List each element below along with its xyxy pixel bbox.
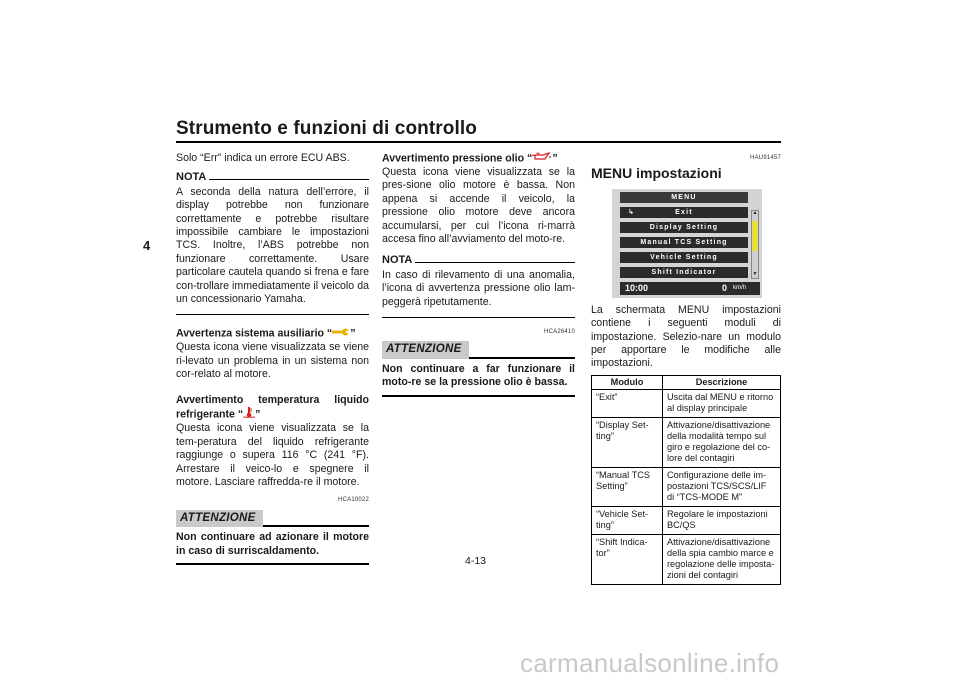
- scroll-up-icon: ▲: [752, 209, 758, 216]
- menu-item-exit: ↳ Exit: [620, 207, 748, 218]
- nota-header: [382, 254, 575, 267]
- thermometer-icon: [243, 407, 255, 422]
- page-number: 4-13: [465, 555, 487, 567]
- speed-value: 0: [722, 282, 728, 293]
- oil-warning-heading: Avvertimento pressione olio “ ”: [382, 152, 558, 165]
- status-bar: [620, 282, 760, 295]
- scroll-thumb: [753, 221, 757, 251]
- attention-end-rule: [382, 395, 575, 397]
- attention-text: Non continuare a far funzionare il moto-re se la pressione olio è bassa.: [382, 362, 575, 389]
- title-rule: [176, 141, 781, 143]
- menu-item-shift-indicator: Shift Indicator: [620, 267, 748, 278]
- nota-text: A seconda della natura dell’errore, il display potrebbe non funzionare correttamente e potrebbe risultare impossibile cambiare le impostazioni TCS. Inoltre, l’ABS potrebbe non funzionare correttamente. Usare particolare cautela quando si frena e fare con-trollare immediatamente il veicolo da un concessionario Yamaha.: [176, 185, 369, 306]
- coolant-warning-text: Questa icona viene visualizzata se la tem-peratura del liquido refrigerante raggiunge o supera 116 °C (241 °F). Arrestare il veico-lo e spegnere il motore. Lasciare raffredda-re il motore.: [176, 422, 369, 489]
- table-row: “Display Set-ting” Attivazione/disattivazione della modalità tempo sul giro e regolazione del co-lore del contagiri: [592, 417, 781, 467]
- attention-text: Non continuare ad azionare il motore in caso di surriscaldamento.: [176, 531, 369, 557]
- table-row: “Manual TCS Setting” Configurazione delle im-postazioni TCS/SCS/LIF di “TCS-MODE M”: [592, 467, 781, 506]
- return-arrow-icon: ↳: [628, 208, 636, 216]
- menu-item-display-setting: Display Setting: [620, 222, 748, 233]
- watermark: carmanualsonline.info: [520, 648, 780, 678]
- coolant-warning-heading: Avvertimento temperatura liquido refrigerante “ ”: [176, 393, 369, 421]
- nota-text: In caso di rilevamento di una anomalia, l’icona di avvertenza pressione olio lam-peggerà ripetutamente.: [382, 268, 575, 308]
- column-middle: [382, 152, 575, 397]
- attention-label: ATTENZIONE: [176, 510, 263, 527]
- page-title: Strumento e funzioni di controllo: [176, 118, 477, 139]
- attention-header: [176, 510, 369, 527]
- nota-label: NOTA: [176, 171, 207, 184]
- table-row: “Shift Indica-tor” Attivazione/disattivazione della spia cambio marce e regolazione delle imposta-zioni del contagiri: [592, 534, 781, 584]
- scroll-down-icon: ▼: [752, 270, 758, 277]
- nota-end-rule: [382, 317, 575, 318]
- nota-header: [176, 171, 369, 184]
- table-row: “Exit” Uscita dal MENU e ritorno al display principale: [592, 389, 781, 417]
- aux-warning-heading: Avvertenza sistema ausiliario “ ”: [176, 327, 356, 340]
- menu-item-vehicle-setting: Vehicle Setting: [620, 252, 748, 263]
- aux-warning-text: Questa icona viene visualizzata se viene ri-levato un problema in un sistema non cor-relato al motore.: [176, 341, 369, 381]
- abs-error-note: Solo “Err” indica un errore ECU ABS.: [176, 152, 350, 164]
- oil-warning-text: Questa icona viene visualizzata se la pres-sione olio motore è bassa. Non appena si accende il veicolo, la pressione olio motore deve ancora accumularsi, per cui l’icona ri-marrà accesa fino all’avviamento del moto-re.: [382, 165, 575, 245]
- menu-title-bar: MENU: [620, 192, 748, 203]
- nota-end-rule: [176, 314, 369, 315]
- menu-item-manual-tcs-setting: Manual TCS Setting: [620, 237, 748, 248]
- clock: 10:00: [625, 282, 649, 293]
- menu-scrollbar: [751, 210, 759, 279]
- menu-display-illustration: [612, 189, 762, 298]
- menu-intro: La schermata MENU impostazioni contiene i seguenti moduli di impostazione. Selezio-nare un modulo per apportare le modifiche alle impostazioni.: [591, 303, 781, 370]
- column-left: [176, 152, 369, 565]
- table-row: “Vehicle Set-ting” Regolare le impostazioni BC/QS: [592, 506, 781, 534]
- code-hau91457: HAU91457: [750, 155, 781, 161]
- code-hca26410: HCA26410: [544, 328, 575, 335]
- attention-end-rule: [176, 563, 369, 565]
- speed-unit: km/h: [733, 284, 747, 291]
- section-title: MENU impostazioni: [591, 165, 722, 182]
- settings-table: [591, 375, 781, 585]
- attention-label: ATTENZIONE: [382, 341, 469, 358]
- wrench-icon: [332, 327, 350, 340]
- nota-label: NOTA: [382, 254, 413, 267]
- chapter-number: 4: [143, 238, 151, 253]
- column-right: [591, 152, 781, 585]
- table-header-module: Modulo: [592, 375, 663, 389]
- code-hca10022: HCA10022: [338, 497, 369, 504]
- attention-header: [382, 341, 575, 358]
- table-header-description: Descrizione: [663, 375, 781, 389]
- oil-can-icon: [532, 152, 552, 165]
